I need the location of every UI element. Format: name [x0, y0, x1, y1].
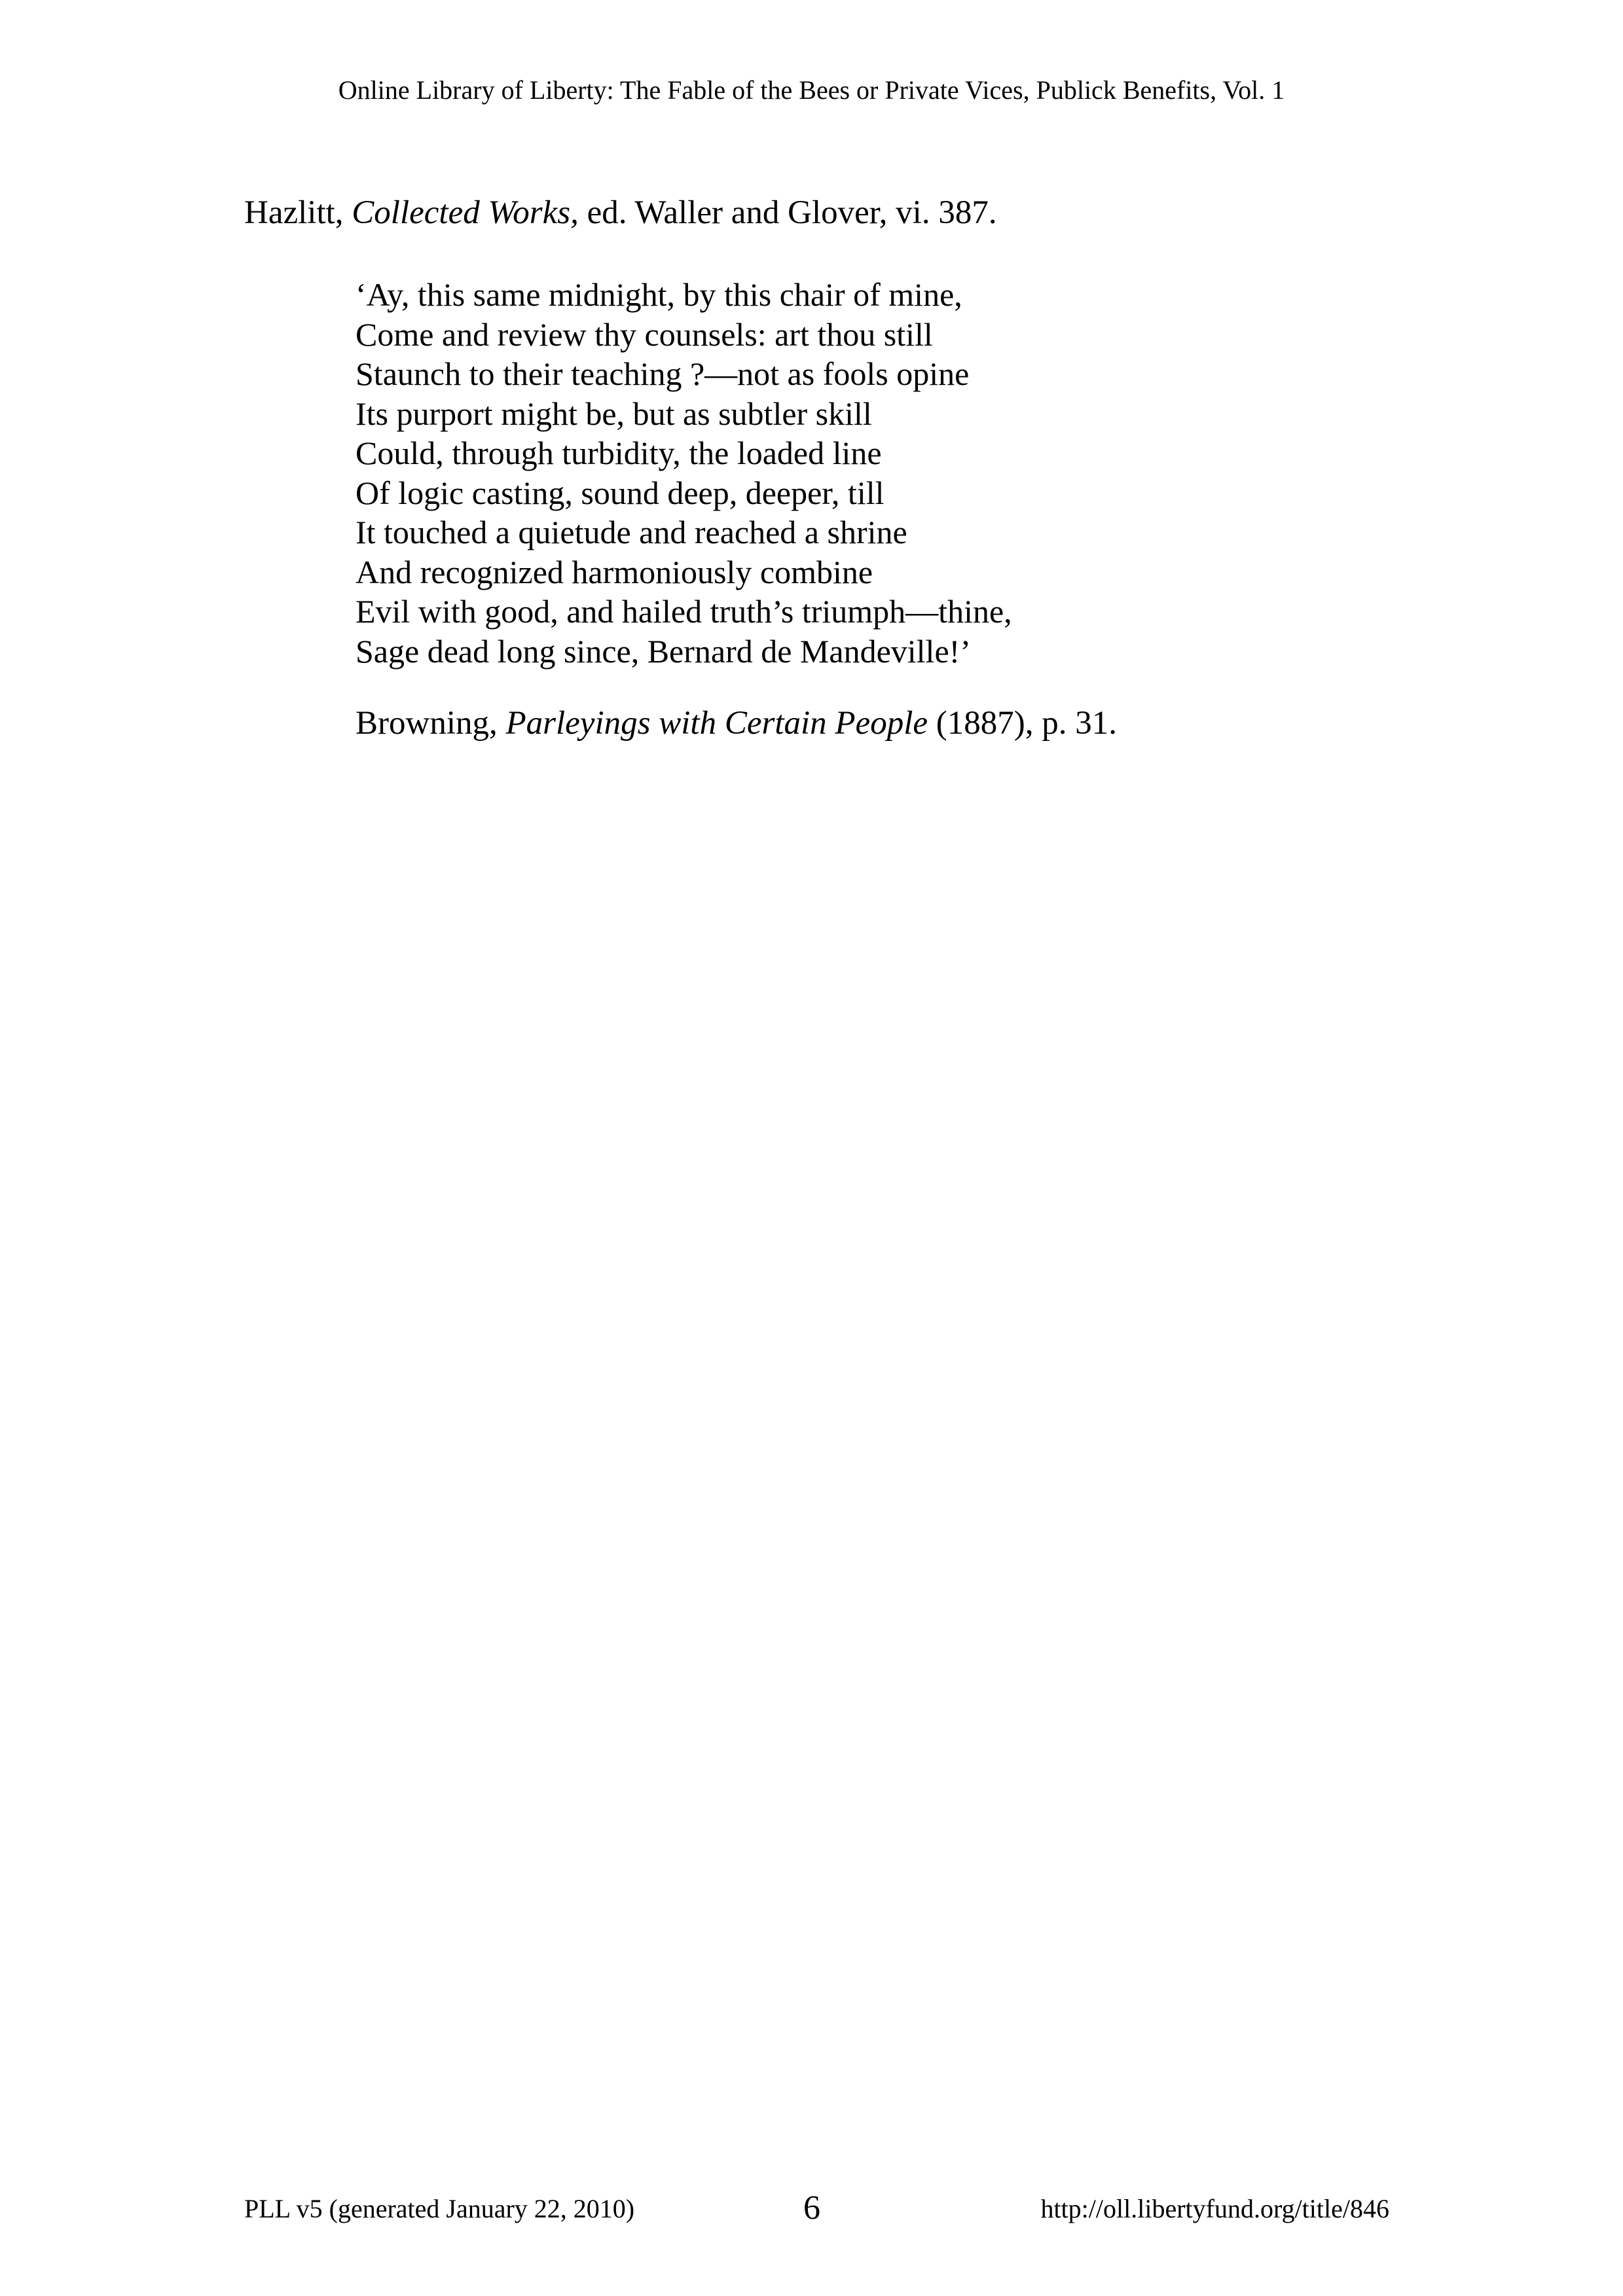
running-header: Online Library of Liberty: The Fable of the Bees or Private Vices, Publick Benefits, Vol. 1	[338, 75, 1285, 105]
attribution-author: Browning,	[356, 705, 506, 742]
poem-line: Of logic casting, sound deep, deeper, till	[356, 474, 884, 511]
poem-line: And recognized harmoniously combine	[356, 553, 873, 590]
poem-line: Staunch to their teaching ?—not as fools opine	[356, 355, 970, 392]
footer-url: http://oll.libertyfund.org/title/846	[1040, 2194, 1389, 2223]
attribution-work-title: Parleyings with Certain People	[505, 705, 928, 742]
poem-line: Come and review thy counsels: art thou still	[356, 315, 933, 353]
hazlitt-citation	[244, 196, 997, 230]
poem-line: ‘Ay, this same midnight, by this chair of mine,	[356, 276, 962, 313]
page-number: 6	[803, 2189, 820, 2227]
poem-line: Sage dead long since, Bernard de Mandeville!’	[356, 632, 971, 670]
citation-details: ed. Waller and Glover, vi. 387.	[578, 194, 997, 231]
footer-generated-note: PLL v5 (generated January 22, 2010)	[244, 2194, 635, 2223]
poem-line: Its purport might be, but as subtler skill	[356, 395, 872, 432]
poem-quotation	[356, 275, 1012, 671]
citation-author: Hazlitt,	[244, 194, 352, 231]
attribution-details: (1887), p. 31.	[928, 705, 1117, 742]
poem-line: Evil with good, and hailed truth’s triumph—thine,	[356, 593, 1012, 630]
poem-line: Could, through turbidity, the loaded line	[356, 435, 882, 471]
citation-work-title: Collected Works,	[352, 194, 579, 231]
poem-line: It touched a quietude and reached a shrine	[356, 514, 907, 550]
browning-attribution	[356, 707, 1117, 740]
